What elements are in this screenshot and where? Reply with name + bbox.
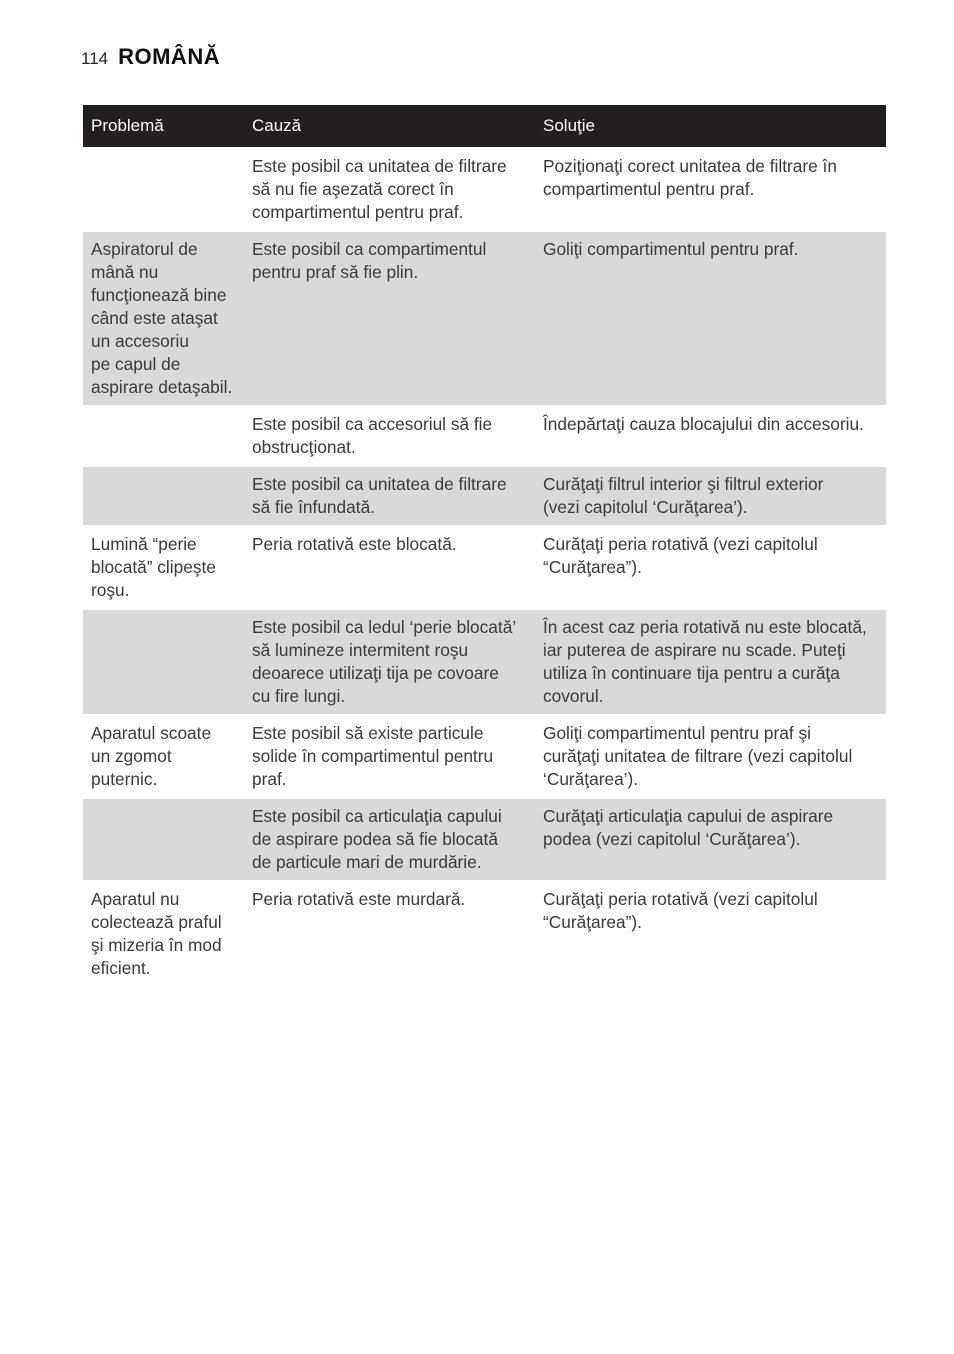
problem-cell <box>83 406 244 466</box>
troubleshooting-table <box>83 105 886 988</box>
solution-cell: Goliţi compartimentul pentru praf şi curăţaţi unitatea de filtrare (vezi capitolul ‘Curăţarea’). <box>543 723 853 789</box>
solution-cell: În acest caz peria rotativă nu este blocată, iar puterea de aspirare nu scade. Puteţi utiliza în continuare tija pentru a curăţa covorul. <box>535 609 886 715</box>
cause-cell: Este posibil ca compartimentul pentru praf să fie plin. <box>244 231 535 406</box>
column-header-solution: Soluţie <box>535 105 886 148</box>
solution-cell: Curăţaţi articulaţia capului de aspirare podea (vezi capitolul ‘Curăţarea’). <box>535 798 886 881</box>
solution-cell: Curăţaţi peria rotativă (vezi capitolul “Curăţarea”). <box>543 534 818 577</box>
cause-cell: Peria rotativă este murdară. <box>252 889 466 909</box>
cause-cell: Este posibil ca articulaţia capului de aspirare podea să fie blocată de particule mari de murdărie. <box>244 798 535 881</box>
table-row <box>83 148 886 231</box>
solution-cell: Îndepărtaţi cauza blocajului din accesoriu. <box>543 414 864 434</box>
cause-cell: Este posibil ca ledul ‘perie blocată’ să lumineze intermitent roşu deoarece utilizaţi tija pe covoare cu fire lungi. <box>244 609 535 715</box>
problem-cell: Aspiratorul de mână nu funcţionează bine când este ataşat un accesoriu pe capul de aspirare detaşabil. <box>83 231 244 406</box>
cause-cell: Este posibil ca unitatea de filtrare să nu fie aşezată corect în compartimentul pentru praf. <box>252 156 507 222</box>
cause-cell: Este posibil ca accesoriul să fie obstrucţionat. <box>252 414 493 457</box>
table-header-row <box>83 105 886 148</box>
section-title: ROMÂNĂ <box>118 44 221 69</box>
table-row <box>83 715 886 798</box>
table-row <box>83 231 886 406</box>
table-row <box>83 406 886 466</box>
problem-cell <box>83 466 244 526</box>
solution-cell: Curăţaţi peria rotativă (vezi capitolul “Curăţarea”). <box>543 889 818 932</box>
page-number: 114 <box>81 49 109 68</box>
page-header <box>81 44 220 70</box>
cause-cell: Este posibil ca unitatea de filtrare să fie înfundată. <box>244 466 535 526</box>
table-row <box>83 526 886 609</box>
problem-cell <box>83 609 244 715</box>
cause-cell: Este posibil să existe particule solide în compartimentul pentru praf. <box>252 723 494 789</box>
problem-cell: Aparatul nu colectează praful şi mizeria în mod eficient. <box>91 889 222 978</box>
table-row <box>83 798 886 881</box>
problem-cell <box>83 798 244 881</box>
column-header-problem: Problemă <box>83 105 244 148</box>
table-row <box>83 466 886 526</box>
problem-cell: Lumină “perie blocată” clipeşte roşu. <box>91 534 216 600</box>
column-header-cause: Cauză <box>244 105 535 148</box>
solution-cell: Goliţi compartimentul pentru praf. <box>535 231 886 406</box>
cause-cell: Peria rotativă este blocată. <box>252 534 457 554</box>
table-row <box>83 609 886 715</box>
solution-cell: Poziţionaţi corect unitatea de filtrare în compartimentul pentru praf. <box>543 156 837 199</box>
problem-cell <box>83 148 244 231</box>
problem-cell: Aparatul scoate un zgomot puternic. <box>91 723 212 789</box>
table-row <box>83 881 886 987</box>
solution-cell: Curăţaţi filtrul interior şi filtrul exterior (vezi capitolul ‘Curăţarea’). <box>535 466 886 526</box>
